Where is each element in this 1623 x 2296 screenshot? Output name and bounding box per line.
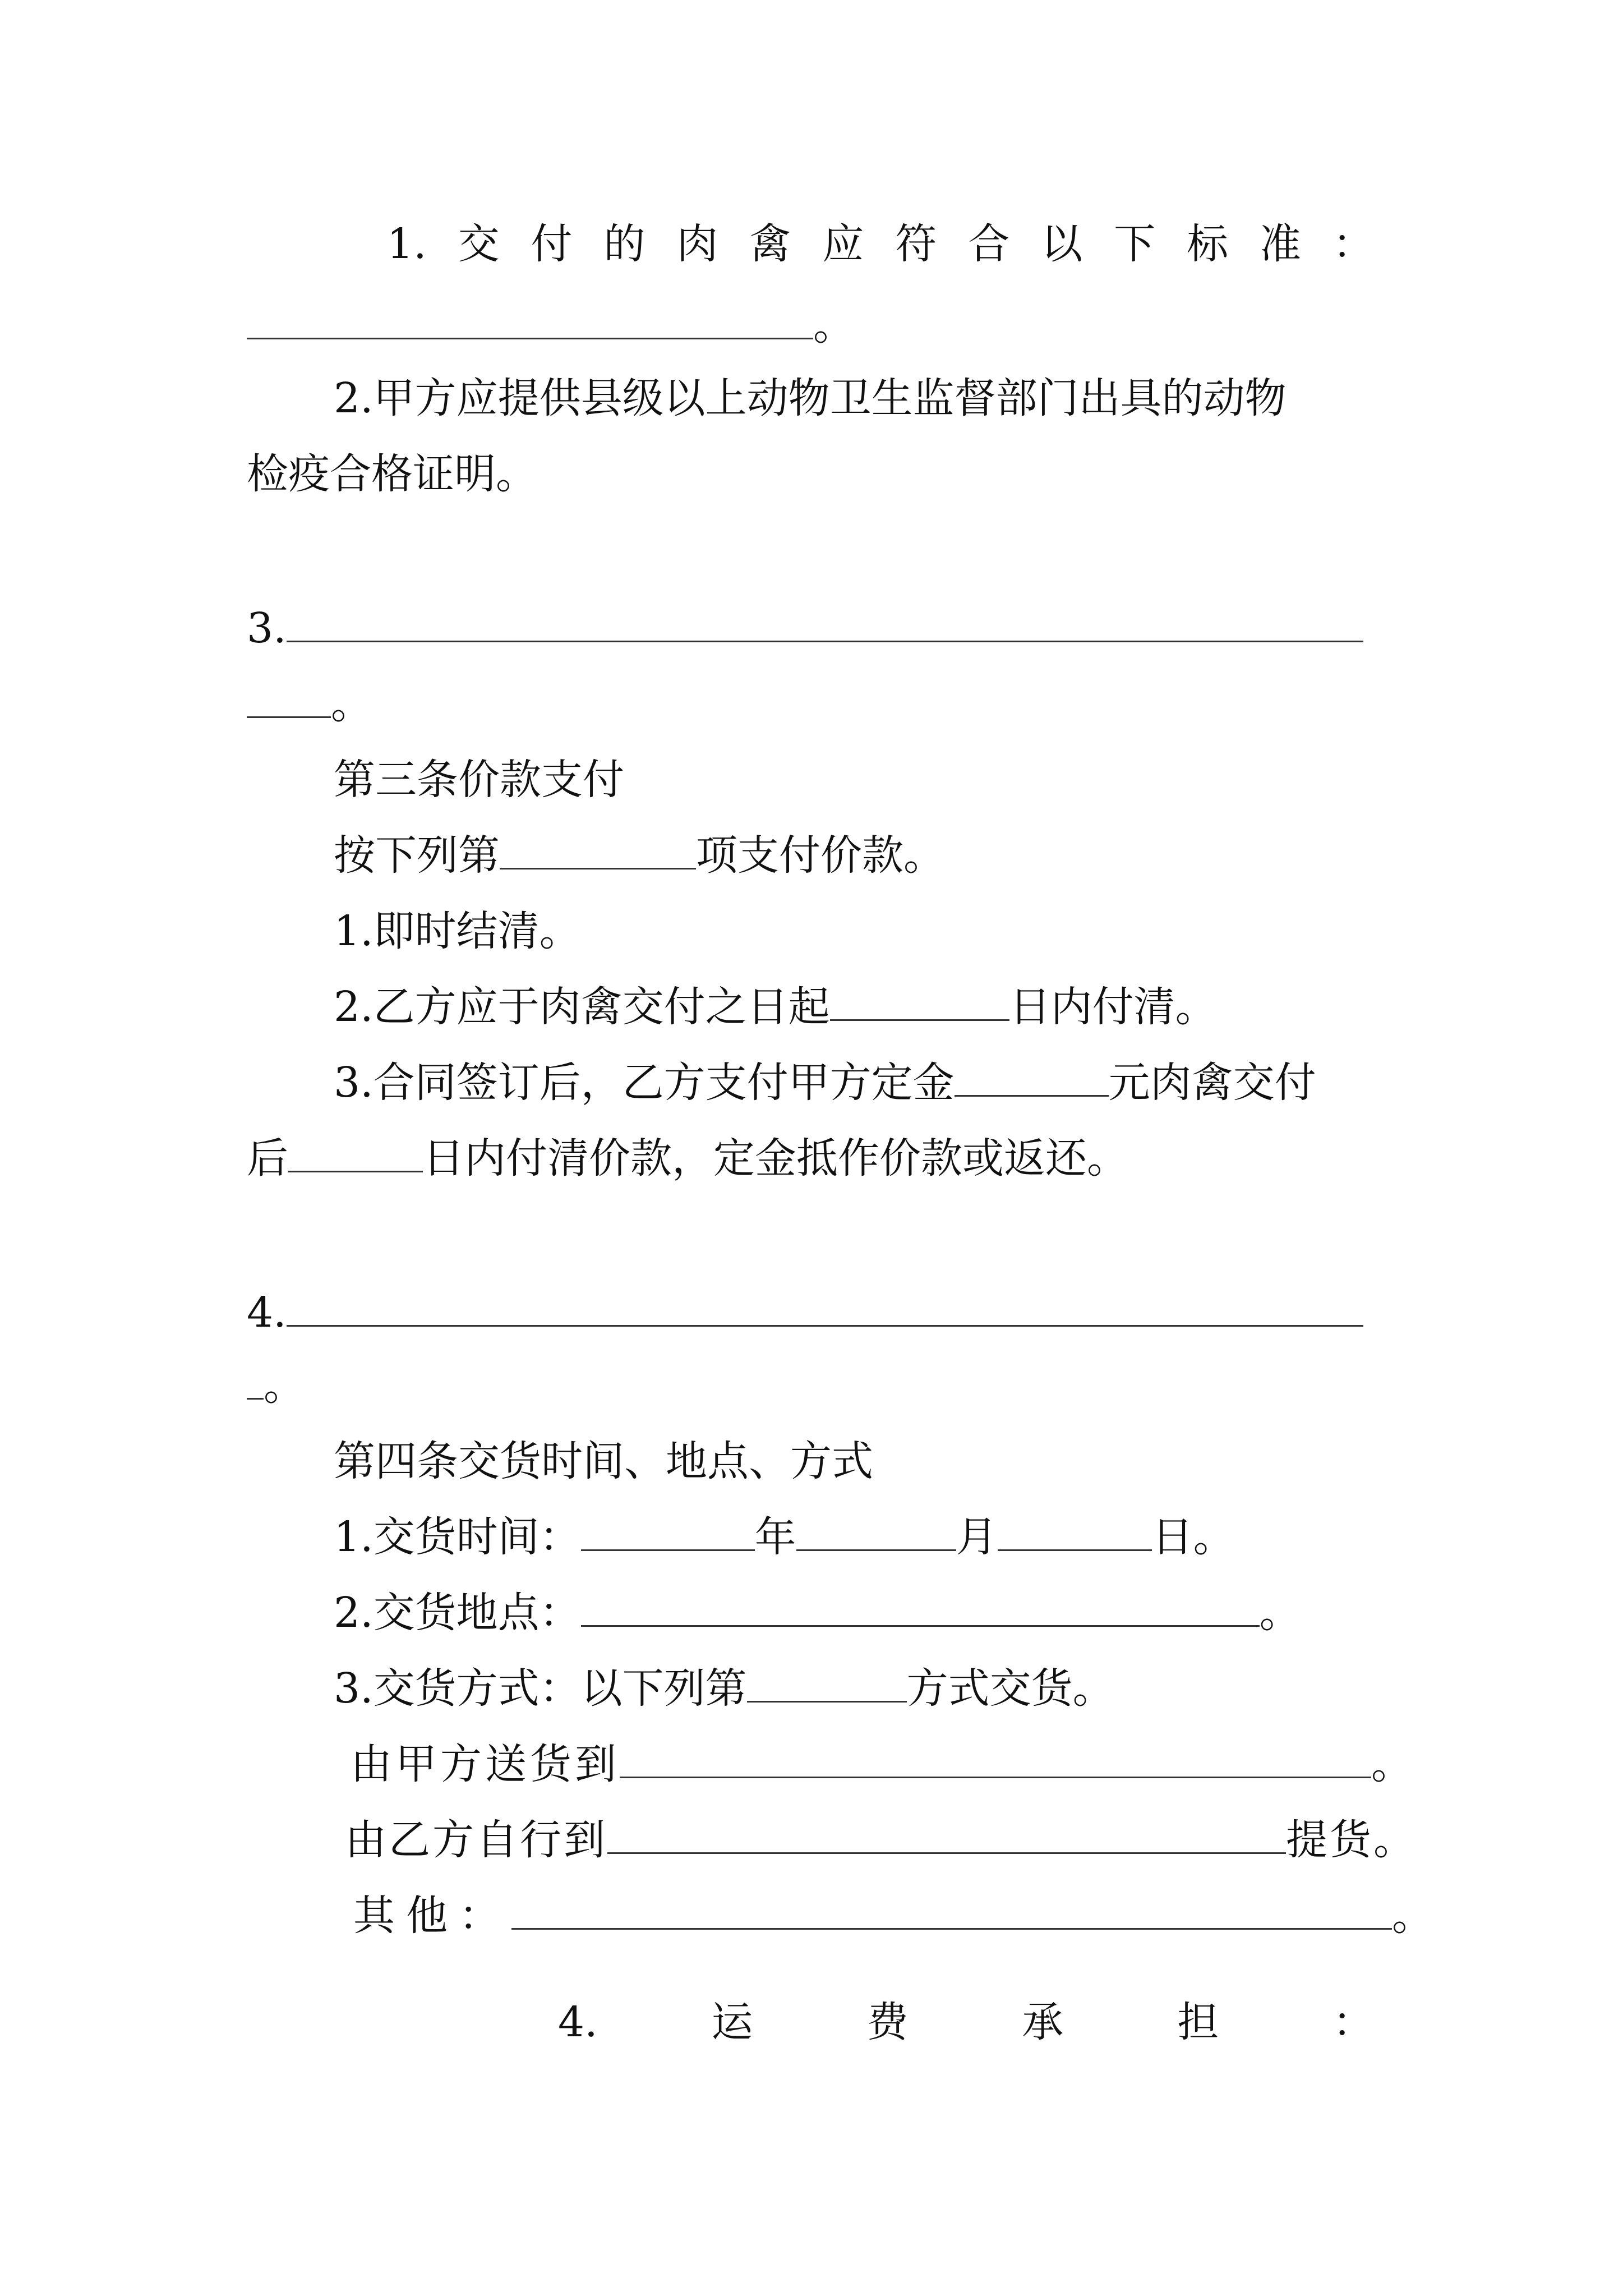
article-3-item-3-cont: [247, 1130, 1128, 1186]
heading-char: ：: [1332, 220, 1374, 268]
clause-4-line: [247, 1285, 1363, 1341]
heading-char: 符: [895, 220, 937, 268]
text: 后: [247, 1134, 288, 1182]
text: 日。: [1151, 1513, 1235, 1561]
text: 提货。: [1286, 1816, 1417, 1864]
period: 。: [264, 1361, 305, 1410]
article-3-item-2: [334, 979, 1217, 1035]
heading-char: 禽: [749, 220, 791, 268]
clause-4-line-cont: [247, 1358, 305, 1414]
heading-char: 准: [1260, 220, 1302, 268]
text: 由甲方送货到: [351, 1740, 620, 1788]
freight-char: ：: [1332, 1998, 1374, 2046]
text: 3.合同签订后，乙方支付甲方定金: [334, 1059, 955, 1107]
blank-underline[interactable]: [581, 1586, 1260, 1627]
article-3-item-1: 1.即时结清。: [334, 907, 581, 955]
blank-underline[interactable]: [247, 677, 331, 718]
clause-1-standard-heading: [387, 216, 1374, 272]
freight-char: 承: [1022, 1998, 1064, 2046]
text: 方式交货。: [906, 1664, 1114, 1713]
article-4-item-3: [334, 1660, 1114, 1717]
heading-char: 肉: [676, 220, 718, 268]
clause-number: 3.: [247, 604, 287, 652]
heading-char: 交: [458, 220, 500, 268]
text: 2.交货地点：: [334, 1589, 581, 1637]
day-blank[interactable]: [998, 1510, 1152, 1551]
heading-char: 的: [603, 220, 645, 268]
article-3-title: 第三条价款支付: [334, 756, 624, 804]
text: 2.乙方应于肉禽交付之日起: [334, 983, 830, 1031]
period: 。: [813, 301, 855, 349]
text: 日内付清。: [1009, 983, 1217, 1031]
text: 1.交货时间：: [334, 1513, 581, 1561]
blank-underline[interactable]: [511, 1889, 1392, 1930]
delivery-option-1: [351, 1736, 1416, 1792]
text: 由乙方自行到: [345, 1816, 607, 1864]
period: 。: [1392, 1892, 1445, 1940]
blank-underline[interactable]: [287, 601, 1363, 642]
clause-3-line-cont: [247, 676, 372, 732]
heading-char: 下: [1114, 220, 1156, 268]
text: 其他：: [353, 1892, 511, 1940]
text: 年: [754, 1513, 796, 1561]
delivery-option-2: [345, 1812, 1417, 1868]
heading-char: 付: [531, 220, 573, 268]
year-blank[interactable]: [581, 1510, 755, 1551]
period: 。: [1371, 1740, 1416, 1788]
blank-underline[interactable]: [747, 1662, 907, 1703]
heading-char: 以: [1041, 220, 1083, 268]
month-blank[interactable]: [796, 1510, 956, 1551]
blank-underline[interactable]: [830, 980, 1009, 1021]
text: 元肉禽交付: [1108, 1059, 1316, 1107]
clause-2-text: 2.甲方应提供县级以上动物卫生监督部门出具的动物: [334, 374, 1287, 422]
freight-char: 运: [711, 1998, 753, 2046]
freight-heading: [558, 1994, 1374, 2050]
text: 3.交货方式：以下列第: [334, 1664, 747, 1713]
freight-char: 担: [1177, 1998, 1219, 2046]
heading-char: 标: [1187, 220, 1229, 268]
blank-underline[interactable]: [607, 1813, 1286, 1854]
heading-char: 1.: [387, 220, 427, 268]
clause-2-text-cont: 检疫合格证明。: [247, 450, 537, 498]
article-4-item-2: [334, 1585, 1301, 1641]
blank-underline[interactable]: [620, 1737, 1371, 1778]
text: 日内付清价款，定金抵作价款或返还。: [423, 1134, 1128, 1182]
blank-underline[interactable]: [247, 298, 813, 339]
period: 。: [331, 680, 372, 728]
clause-1-blank-line: [247, 297, 855, 353]
text: 项支付价款。: [696, 831, 945, 880]
blank-underline[interactable]: [287, 1286, 1363, 1327]
blank-underline[interactable]: [288, 1131, 423, 1172]
heading-char: 合: [968, 220, 1010, 268]
delivery-option-3: [353, 1888, 1445, 1944]
clause-3-line: [247, 600, 1363, 656]
clause-number: 4.: [247, 1289, 287, 1337]
text: 月: [956, 1513, 998, 1561]
article-3-option-line: [334, 827, 945, 884]
article-4-title: 第四条交货时间、地点、方式: [334, 1437, 873, 1485]
article-4-item-1: [334, 1509, 1235, 1565]
blank-underline[interactable]: [500, 829, 696, 869]
text: 按下列第: [334, 831, 500, 880]
blank-underline[interactable]: [247, 1359, 264, 1400]
freight-char: 费: [866, 1998, 909, 2046]
blank-underline[interactable]: [955, 1056, 1109, 1097]
freight-char: 4.: [558, 1998, 598, 2046]
heading-char: 应: [822, 220, 864, 268]
period: 。: [1259, 1589, 1301, 1637]
article-3-item-3: [334, 1055, 1316, 1111]
